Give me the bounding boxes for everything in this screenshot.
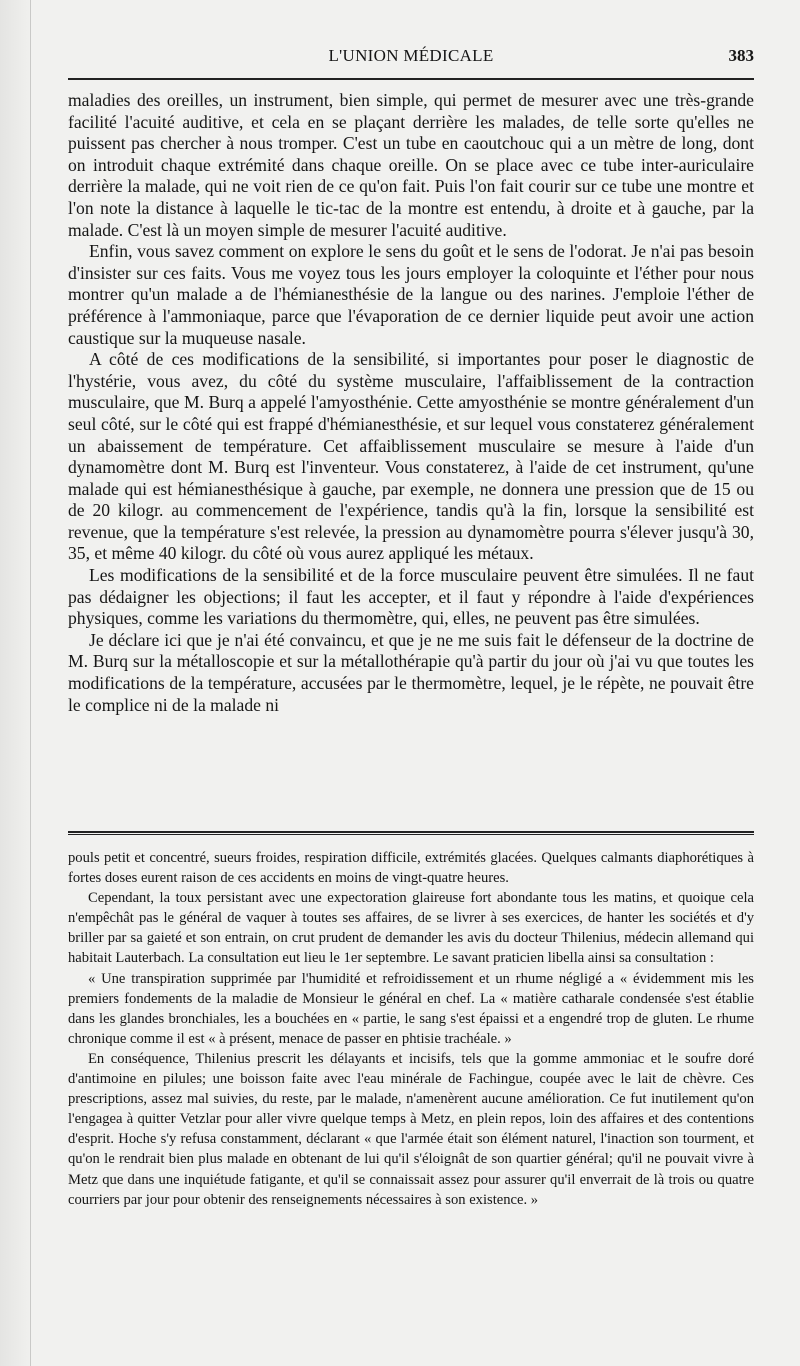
page-binding-edge [0, 0, 30, 1366]
page-edge-line [30, 0, 31, 1366]
footnote-quote: « Une transpiration supprimée par l'humidité et refroidissement et un rhume négligé a « évidemment mis les premiers fondements de la maladie de Monsieur le général en chef. La « matière catharale condensée s'est établie dans les glandes bronchiales, les a bouchées en « partie, le sang s'est épaissi et a engendré trop de gluten. Le rhume chronique comme il est « à présent, menace de passer en phtisie trachéale. » [68, 970, 754, 1047]
footnote-paragraph: Cependant, la toux persistant avec une expectoration glaireuse fort abondante tous les matins, et quoique cela n'empêchât pas le général de vaquer à toutes ses affaires, de se livrer à ses exercices, de hanter les sociétés et d'y briller par sa gaieté et son entrain, on crut prudent de demander les avis du docteur Thilenius, médecin allemand qui habitait Lauterbach. La consultation eut lieu le 1er septembre. Le savant praticien libella ainsi sa consultation : [68, 890, 754, 967]
main-text [68, 90, 754, 716]
running-title: L'UNION MÉDICALE [328, 46, 494, 65]
footnote-paragraph: pouls petit et concentré, sueurs froides, respiration difficile, extrémités glacées. Quelques calmants diaphorétiques à fortes doses eurent raison de ces accidents en moins de vingt-quatre heures. [68, 850, 754, 887]
footnote-text [68, 848, 754, 1210]
main-paragraph: Je déclare ici que je n'ai été convaincu, et que je ne me suis fait le défenseur de la doctrine de M. Burq sur la métalloscopie et sur la métallothérapie qu'à partir du jour où j'ai vu que toutes les modifications de la température, accusées par le thermomètre, lequel, je le répète, ne pouvait être le complice ni de la malade ni [68, 629, 754, 715]
page-number: 383 [728, 46, 754, 65]
main-paragraph: Les modifications de la sensibilité et de la force musculaire peuvent être simulées. Il ne faut pas dédaigner les objections; il faut les accepter, et il faut y répondre à l'aide d'expériences physiques, comme les variations du thermomètre, qui, elles, ne peuvent pas être simulées. [68, 565, 754, 629]
section-divider [68, 831, 754, 835]
main-paragraph: Enfin, vous savez comment on explore le sens du goût et le sens de l'odorat. Je n'ai pas besoin d'insister sur ces faits. Vous me voyez tous les jours employer la coloquinte et l'éther pour nous montrer qu'un malade a de l'hémianesthésie de la langue ou des narines. J'emploie l'éther de préférence à l'ammoniaque, parce que l'évaporation de ce dernier liquide peut avoir une action caustique sur la muqueuse nasale. [68, 241, 754, 348]
main-paragraph: maladies des oreilles, un instrument, bien simple, qui permet de mesurer avec une très-grande facilité l'acuité auditive, et cela en se plaçant derrière les malades, de telle sorte qu'elles ne puissent pas chercher à nous tromper. C'est un tube en caoutchouc qui a un mètre de long, dont on introduit chaque extrémité dans chaque oreille. On se place avec ce tube inter-auriculaire derrière la malade, qui ne voit rien de ce qu'on fait. Puis l'on fait courir sur ce tube une montre et l'on note la distance à laquelle le tic-tac de la montre est entendu, à droite et à gauche, par la malade. C'est là un moyen simple de mesurer l'acuité auditive. [68, 90, 754, 240]
header-rule [68, 78, 754, 80]
footnote-paragraph: En conséquence, Thilenius prescrit les délayants et incisifs, tels que la gomme ammoniac et le soufre doré d'antimoine en pilules; une boisson faite avec l'eau minérale de Fachingue, coupée avec le lait de chèvre. Ces prescriptions, assez mal suivies, du reste, par le malade, n'amenèrent aucune amélioration. Ce fut inutilement qu'on l'engagea à quitter Vetzlar pour aller vivre quelque temps à Metz, en plein repos, loin des affaires et des contentions d'esprit. Hoche s'y refusa constamment, déclarant « que l'armée était son élément naturel, l'inaction son tourment, et qu'on le rendrait bien plus malade en obtenant de lui qu'il s'éloignât de son quartier général; qu'il ne pouvait vivre à Metz que dans une inquiétude fatigante, et qu'il se connaissait assez pour assurer qu'il enverrait de là trois ou quatre courriers par jour pour obtenir des renseignements nécessaires à son existence. » [68, 1050, 754, 1208]
main-paragraph: A côté de ces modifications de la sensibilité, si importantes pour poser le diagnostic de l'hystérie, vous avez, du côté du système musculaire, l'affaiblissement de la contraction musculaire, que M. Burq a appelé l'amyosthénie. Cette amyosthénie se montre généralement d'un seul côté, sur le côté qui est frappé d'hémianesthésie, et sur lequel vous constaterez généralement un abaissement de température. Cet affaiblissement musculaire se mesure à l'aide d'un dynamomètre dont M. Burq est l'inventeur. Vous constaterez, à l'aide de cet instrument, qu'une malade qui est hémianesthésique à gauche, par exemple, ne donnera une pression que de 15 ou de 20 kilogr. au commencement de l'expérience, tandis qu'à la fin, lorsque la sensibilité est revenue, que la température s'est relevée, la pression au dynamomètre pourra s'élever jusqu'à 30, 35, et même 40 kilogr. du côté où vous aurez appliqué les métaux. [68, 349, 754, 564]
page-header [68, 44, 754, 72]
